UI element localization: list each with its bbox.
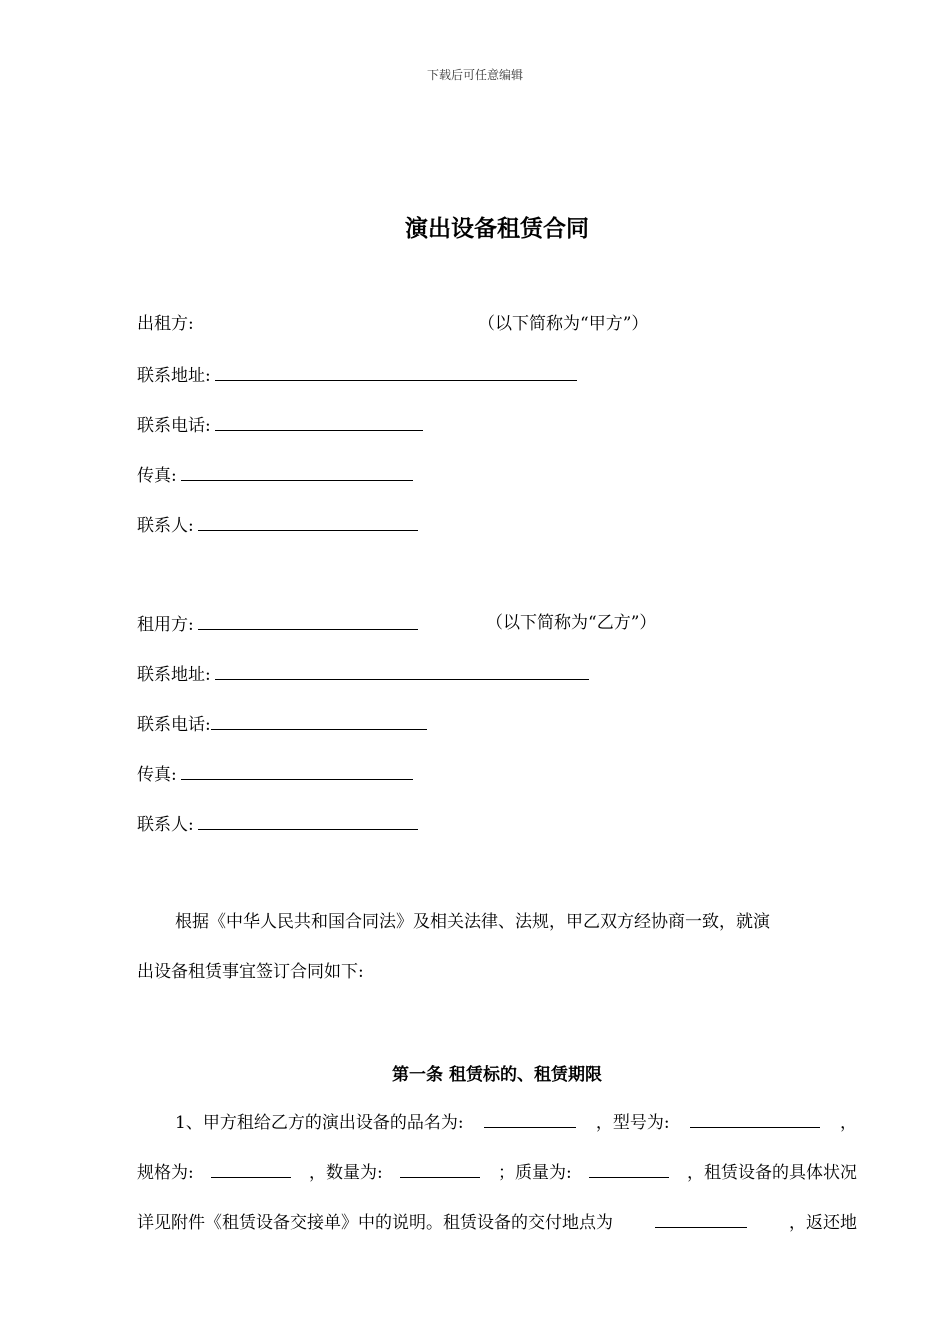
item-name-blank[interactable] <box>484 1109 576 1128</box>
lessee-fax-field <box>137 761 413 787</box>
lessee-contact-label: 联系人: <box>137 815 194 835</box>
article-1-line-1 <box>175 1109 857 1135</box>
lessor-phone-label: 联系电话: <box>137 416 211 436</box>
spec-blank[interactable] <box>211 1159 291 1178</box>
model-blank[interactable] <box>690 1109 820 1128</box>
quality-blank[interactable] <box>589 1159 669 1178</box>
preamble-line-2: 出设备租赁事宜签订合同如下: <box>137 962 364 982</box>
lessee-name-blank[interactable] <box>198 611 418 630</box>
delivery-text: 详见附件《租赁设备交接单》中的说明。租赁设备的交付地点为 <box>137 1213 613 1233</box>
lessor-name-label: 出租方: <box>137 314 194 334</box>
document-title: 演出设备租赁合同 <box>405 215 589 242</box>
lessee-contact-blank[interactable] <box>198 811 418 830</box>
delivery-place-blank[interactable] <box>655 1209 747 1228</box>
line-1-end: ， <box>839 1113 857 1133</box>
lessee-name-label: 租用方: <box>137 615 194 635</box>
lessor-alias: （以下简称为“甲方”） <box>478 314 649 334</box>
quantity-blank[interactable] <box>400 1159 480 1178</box>
lessor-fax-label: 传真: <box>137 466 177 486</box>
lessee-alias: （以下简称为“乙方”） <box>486 613 657 633</box>
article-1-line-2 <box>137 1159 857 1185</box>
lessor-contact-field <box>137 512 418 538</box>
lessor-contact-blank[interactable] <box>198 512 418 531</box>
spec-label: 规格为: <box>137 1163 194 1183</box>
lessor-fax-field <box>137 462 413 488</box>
lessor-address-field <box>137 362 577 388</box>
lessee-phone-field <box>137 711 427 737</box>
article-1-line-3 <box>137 1209 857 1235</box>
lessor-address-blank[interactable] <box>215 362 577 381</box>
line-3-end: ，返还地 <box>789 1213 857 1233</box>
article-1-heading: 第一条 租赁标的、租赁期限 <box>392 1065 602 1085</box>
lessee-address-field <box>137 661 589 687</box>
lessor-contact-label: 联系人: <box>137 516 194 536</box>
preamble-line-1: 根据《中华人民共和国合同法》及相关法律、法规，甲乙双方经协商一致，就演 <box>175 912 770 932</box>
lessee-fax-label: 传真: <box>137 765 177 785</box>
lessor-phone-field <box>137 412 423 438</box>
lessor-name-field <box>137 312 194 336</box>
lessee-phone-blank[interactable] <box>211 711 427 730</box>
lessee-fax-blank[interactable] <box>181 761 413 780</box>
lessee-address-blank[interactable] <box>215 661 589 680</box>
lessee-address-label: 联系地址: <box>137 665 211 685</box>
lessee-name-field <box>137 611 418 637</box>
lessee-contact-field <box>137 811 418 837</box>
header-note: 下载后可任意编辑 <box>426 68 523 82</box>
lessor-address-label: 联系地址: <box>137 366 211 386</box>
lessor-phone-blank[interactable] <box>215 412 423 431</box>
item-name-label: 1、甲方租给乙方的演出设备的品名为: <box>175 1113 464 1133</box>
quality-label: ；质量为: <box>497 1163 572 1183</box>
line-2-end: ，租赁设备的具体状况 <box>686 1163 857 1183</box>
lessor-fax-blank[interactable] <box>181 462 413 481</box>
quantity-label: ，数量为: <box>308 1163 383 1183</box>
model-label: ，型号为: <box>595 1113 670 1133</box>
lessee-phone-label: 联系电话: <box>137 715 211 735</box>
